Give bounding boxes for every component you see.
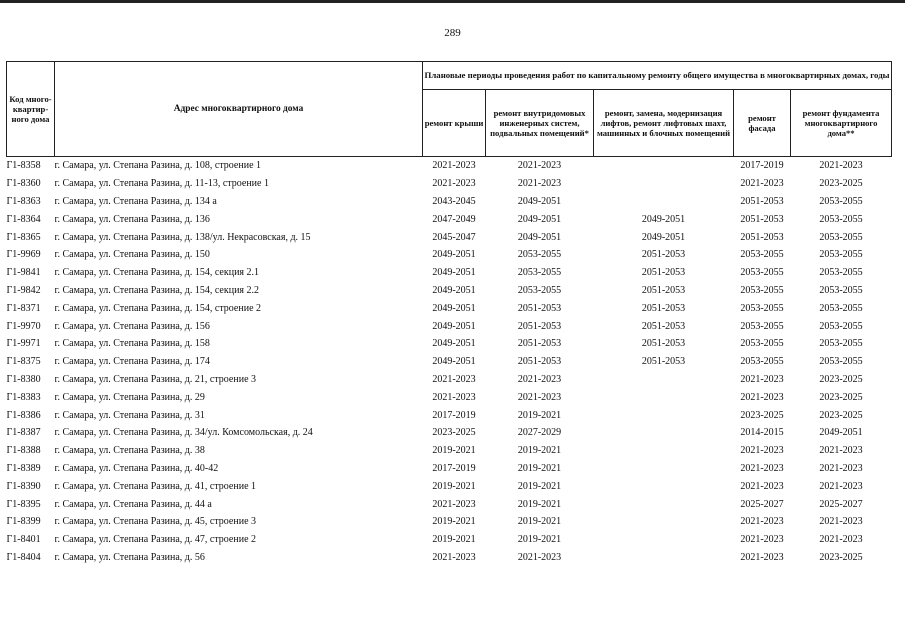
table-row (7, 228, 892, 246)
table-row (7, 335, 892, 353)
cell-foundation: 2053-2055 (819, 356, 863, 368)
cell-address: г. Самара, ул. Степана Разина, д. 136 (54, 213, 210, 225)
cell-elevators (594, 175, 734, 193)
cell-code: Г1-9970 (6, 320, 41, 332)
cell-facade: 2021-2023 (740, 551, 784, 563)
cell-roof: 2019-2021 (432, 445, 476, 457)
table-row (7, 513, 892, 531)
cell-systems: 2049-2051 (517, 213, 562, 225)
table-row (7, 299, 892, 317)
cell-address: г. Самара, ул. Степана Разина, д. 138/ул. Некрасовская, д. 15 (54, 231, 311, 243)
cell-address: г. Самара, ул. Степана Разина, д. 40-42 (54, 462, 219, 474)
cell-address: г. Самара, ул. Степана Разина, д. 150 (54, 249, 210, 261)
cell-roof: 2043-2045 (432, 195, 476, 207)
cell-elevators (594, 513, 734, 531)
cell-elevators (594, 460, 734, 478)
header-address: Адрес многоквартирного дома (55, 62, 423, 157)
cell-address: г. Самара, ул. Степана Разина, д. 44 а (54, 498, 212, 510)
cell-foundation: 2025-2027 (819, 498, 863, 510)
cell-roof: 2049-2051 (432, 338, 476, 350)
cell-elevators (594, 442, 734, 460)
cell-elevators (594, 406, 734, 424)
header-facade: ремонт фасада (734, 90, 791, 157)
cell-foundation: 2053-2055 (819, 320, 863, 332)
cell-address: г. Самара, ул. Степана Разина, д. 134 а (54, 195, 217, 207)
cell-roof: 2021-2023 (423, 157, 486, 175)
cell-foundation: 2021-2023 (819, 534, 863, 546)
cell-systems: 2019-2021 (517, 462, 562, 474)
cell-systems: 2019-2021 (517, 498, 562, 510)
cell-address: г. Самара, ул. Степана Разина, д. 56 (54, 551, 205, 563)
table-row (7, 175, 892, 193)
top-border-line (0, 0, 905, 3)
cell-foundation: 2053-2055 (819, 284, 863, 296)
table-row (7, 549, 892, 567)
table-row (7, 442, 892, 460)
cell-roof: 2021-2023 (432, 373, 476, 385)
cell-systems: 2021-2023 (517, 391, 562, 403)
cell-elevators: 2049-2051 (641, 213, 686, 225)
cell-code: Г1-9842 (6, 284, 41, 296)
cell-code: Г1-8371 (6, 302, 41, 314)
cell-foundation: 2021-2023 (819, 462, 863, 474)
cell-facade: 2051-2053 (740, 213, 784, 225)
cell-facade: 2053-2055 (740, 302, 784, 314)
cell-code: Г1-8363 (6, 195, 41, 207)
cell-code: Г1-8404 (6, 551, 41, 563)
cell-roof: 2049-2051 (432, 356, 476, 368)
cell-elevators: 2051-2053 (641, 249, 686, 261)
cell-foundation: 2053-2055 (819, 302, 863, 314)
table-body (7, 157, 892, 567)
table-row (7, 388, 892, 406)
cell-systems: 2053-2055 (517, 267, 562, 279)
cell-code: Г1-8390 (6, 480, 41, 492)
cell-elevators (594, 495, 734, 513)
cell-systems: 2019-2021 (517, 445, 562, 457)
cell-foundation: 2023-2025 (819, 178, 863, 190)
header-systems: ремонт внутридомовых инженерных систем, подвальных помещений* (486, 90, 594, 157)
cell-code: Г1-8364 (6, 213, 41, 225)
cell-roof: 2021-2023 (432, 498, 476, 510)
cell-elevators (594, 371, 734, 389)
cell-roof: 2019-2021 (432, 534, 476, 546)
cell-elevators: 2051-2053 (641, 338, 686, 350)
cell-facade: 2021-2023 (740, 178, 784, 190)
cell-roof: 2021-2023 (432, 391, 476, 403)
table-row (7, 477, 892, 495)
cell-facade: 2021-2023 (740, 373, 784, 385)
cell-code: Г1-8358 (7, 157, 55, 175)
table-row (7, 246, 892, 264)
cell-facade: 2053-2055 (740, 356, 784, 368)
cell-systems: 2051-2053 (517, 320, 562, 332)
cell-code: Г1-9969 (6, 249, 41, 261)
table-row (7, 424, 892, 442)
cell-facade: 2021-2023 (740, 516, 784, 528)
table-row (7, 210, 892, 228)
cell-elevators (594, 531, 734, 549)
cell-roof: 2021-2023 (432, 551, 476, 563)
table-row (7, 371, 892, 389)
cell-elevators: 2051-2053 (641, 302, 686, 314)
cell-address: г. Самара, ул. Степана Разина, д. 45, строение 3 (54, 516, 257, 528)
cell-address: г. Самара, ул. Степана Разина, д. 174 (54, 356, 210, 368)
cell-systems: 2019-2021 (517, 534, 562, 546)
cell-address: г. Самара, ул. Степана Разина, д. 154, секция 2.1 (54, 267, 260, 279)
cell-facade: 2053-2055 (740, 267, 784, 279)
cell-facade: 2021-2023 (740, 445, 784, 457)
cell-facade: 2021-2023 (740, 480, 784, 492)
cell-foundation: 2053-2055 (819, 231, 863, 243)
cell-code: Г1-8387 (6, 427, 41, 439)
cell-roof: 2019-2021 (432, 480, 476, 492)
header-foundation: ремонт фундамента многоквартирного дома** (791, 90, 892, 157)
cell-code: Г1-8395 (6, 498, 41, 510)
cell-systems: 2021-2023 (517, 178, 562, 190)
cell-systems: 2051-2053 (517, 356, 562, 368)
cell-code: Г1-8386 (6, 409, 41, 421)
header-plan-title: Плановые периоды проведения работ по капитальному ремонту общего имущества в многоквартирных домах, годы (423, 62, 892, 90)
cell-facade: 2021-2023 (740, 534, 784, 546)
cell-address: г. Самара, ул. Степана Разина, д. 21, строение 3 (54, 373, 257, 385)
cell-roof: 2021-2023 (432, 178, 476, 190)
cell-foundation: 2021-2023 (791, 157, 892, 175)
cell-elevators (594, 193, 734, 211)
cell-code: Г1-8380 (6, 373, 41, 385)
cell-address: г. Самара, ул. Степана Разина, д. 108, строение 1 (55, 157, 423, 175)
cell-elevators (594, 157, 734, 175)
cell-systems: 2021-2023 (517, 551, 562, 563)
header-elevators: ремонт, замена, модернизация лифтов, ремонт лифтовых шахт, машинных и блочных помещений (594, 90, 734, 157)
cell-roof: 2049-2051 (432, 284, 476, 296)
cell-foundation: 2053-2055 (819, 195, 863, 207)
cell-roof: 2049-2051 (432, 302, 476, 314)
cell-foundation: 2021-2023 (819, 480, 863, 492)
cell-address: г. Самара, ул. Степана Разина, д. 41, строение 1 (54, 480, 257, 492)
cell-elevators: 2051-2053 (641, 284, 686, 296)
cell-roof: 2017-2019 (432, 462, 476, 474)
cell-systems: 2051-2053 (517, 302, 562, 314)
cell-code: Г1-8360 (6, 178, 41, 190)
cell-elevators (594, 477, 734, 495)
table-row (7, 406, 892, 424)
cell-facade: 2014-2015 (740, 427, 784, 439)
table-row (7, 460, 892, 478)
cell-code: Г1-8399 (6, 516, 41, 528)
cell-elevators (594, 388, 734, 406)
table-row (7, 495, 892, 513)
cell-facade: 2053-2055 (740, 320, 784, 332)
cell-systems: 2053-2055 (517, 249, 562, 261)
cell-foundation: 2021-2023 (819, 516, 863, 528)
cell-foundation: 2053-2055 (819, 249, 863, 261)
page-number: 289 (444, 27, 461, 39)
header-roof: ремонт крыши (423, 90, 486, 157)
cell-roof: 2023-2025 (432, 427, 476, 439)
cell-facade: 2023-2025 (740, 409, 784, 421)
cell-foundation: 2023-2025 (819, 373, 863, 385)
cell-facade: 2051-2053 (740, 195, 784, 207)
cell-facade: 2053-2055 (740, 284, 784, 296)
cell-roof: 2017-2019 (432, 409, 476, 421)
cell-foundation: 2053-2055 (819, 213, 863, 225)
cell-foundation: 2023-2025 (819, 391, 863, 403)
cell-roof: 2049-2051 (432, 267, 476, 279)
table-row (7, 317, 892, 335)
cell-systems: 2049-2051 (517, 195, 562, 207)
cell-elevators: 2049-2051 (641, 231, 686, 243)
cell-foundation: 2049-2051 (819, 427, 863, 439)
cell-elevators: 2051-2053 (641, 267, 686, 279)
cell-address: г. Самара, ул. Степана Разина, д. 154, секция 2.2 (54, 284, 260, 296)
cell-facade: 2053-2055 (740, 338, 784, 350)
cell-roof: 2049-2051 (432, 320, 476, 332)
cell-foundation: 2053-2055 (819, 267, 863, 279)
cell-address: г. Самара, ул. Степана Разина, д. 38 (54, 445, 205, 457)
table-row (7, 264, 892, 282)
cell-foundation: 2023-2025 (819, 409, 863, 421)
cell-code: Г1-8401 (6, 534, 41, 546)
cell-facade: 2021-2023 (740, 462, 784, 474)
cell-address: г. Самара, ул. Степана Разина, д. 11-13, строение 1 (54, 178, 269, 190)
cell-address: г. Самара, ул. Степана Разина, д. 34/ул. Комсомольская, д. 24 (54, 427, 313, 439)
cell-code: Г1-9971 (6, 338, 41, 350)
cell-facade: 2025-2027 (740, 498, 784, 510)
cell-roof: 2045-2047 (432, 231, 476, 243)
table-row (7, 531, 892, 549)
cell-address: г. Самара, ул. Степана Разина, д. 31 (54, 409, 205, 421)
cell-code: Г1-8365 (6, 231, 41, 243)
cell-facade: 2021-2023 (740, 391, 784, 403)
cell-systems: 2019-2021 (517, 409, 562, 421)
cell-roof: 2047-2049 (432, 213, 476, 225)
cell-systems: 2019-2021 (517, 516, 562, 528)
cell-facade: 2017-2019 (734, 157, 791, 175)
cell-systems: 2021-2023 (517, 373, 562, 385)
table-header (7, 62, 892, 157)
cell-elevators (594, 549, 734, 567)
cell-systems: 2049-2051 (517, 231, 562, 243)
table-row (7, 193, 892, 211)
cell-facade: 2051-2053 (740, 231, 784, 243)
header-code: Код много-квартир-ного дома (7, 62, 55, 157)
cell-code: Г1-8388 (6, 445, 41, 457)
cell-foundation: 2021-2023 (819, 445, 863, 457)
cell-elevators: 2051-2053 (641, 320, 686, 332)
cell-address: г. Самара, ул. Степана Разина, д. 158 (54, 338, 210, 350)
cell-code: Г1-8389 (6, 462, 41, 474)
cell-roof: 2019-2021 (432, 516, 476, 528)
cell-systems: 2021-2023 (486, 157, 594, 175)
cell-systems: 2027-2029 (517, 427, 562, 439)
cell-foundation: 2023-2025 (819, 551, 863, 563)
cell-code: Г1-8383 (6, 391, 41, 403)
cell-address: г. Самара, ул. Степана Разина, д. 154, строение 2 (54, 302, 262, 314)
cell-systems: 2019-2021 (517, 480, 562, 492)
cell-code: Г1-9841 (6, 267, 41, 279)
cell-address: г. Самара, ул. Степана Разина, д. 156 (54, 320, 210, 332)
cell-elevators (594, 424, 734, 442)
cell-roof: 2049-2051 (432, 249, 476, 261)
cell-address: г. Самара, ул. Степана Разина, д. 47, строение 2 (54, 534, 257, 546)
table-row (7, 353, 892, 371)
cell-systems: 2053-2055 (517, 284, 562, 296)
cell-address: г. Самара, ул. Степана Разина, д. 29 (54, 391, 205, 403)
cell-facade: 2053-2055 (740, 249, 784, 261)
table-row (7, 157, 892, 175)
cell-elevators: 2051-2053 (641, 356, 686, 368)
table-row (7, 282, 892, 300)
capital-repair-table (6, 61, 892, 566)
cell-code: Г1-8375 (6, 356, 41, 368)
cell-foundation: 2053-2055 (819, 338, 863, 350)
cell-systems: 2051-2053 (517, 338, 562, 350)
